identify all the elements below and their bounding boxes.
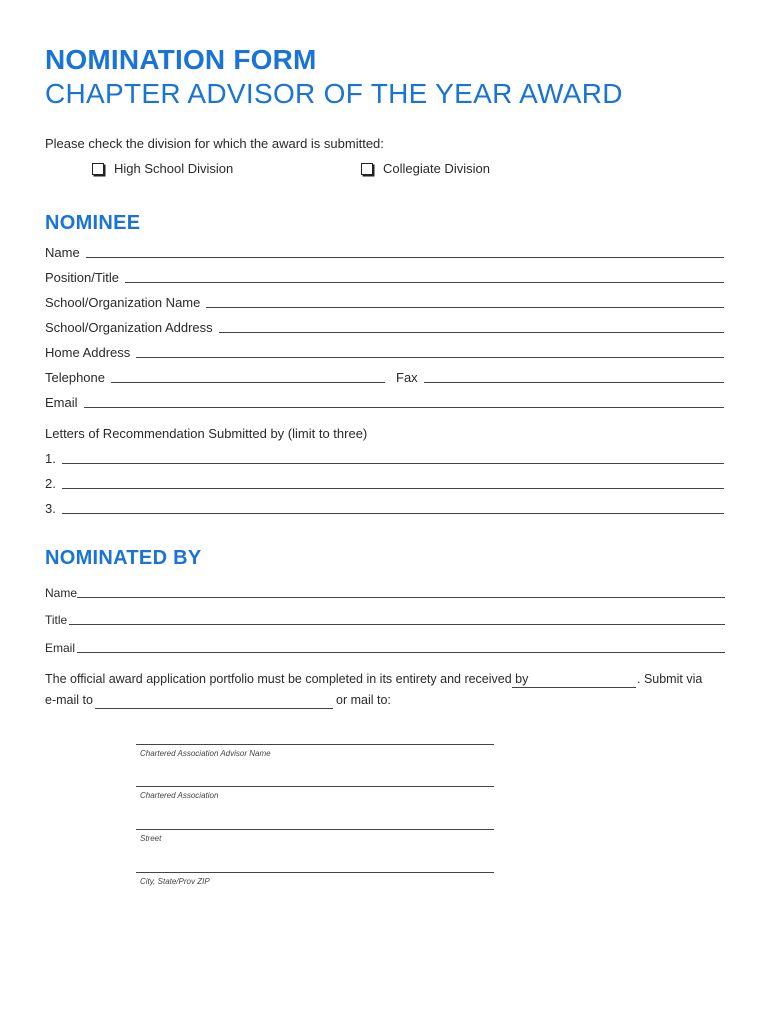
checkbox-icon[interactable]: [92, 163, 104, 175]
nominee-position-label: Position/Title: [45, 270, 119, 285]
form-subtitle: CHAPTER ADVISOR OF THE YEAR AWARD: [45, 78, 623, 109]
submission-text-4: or mail to:: [336, 693, 391, 707]
nominated-by-heading: NOMINATED BY: [45, 547, 202, 569]
high-school-division-option[interactable]: [92, 161, 233, 176]
mail-advisor-name-caption: Chartered Association Advisor Name: [140, 749, 271, 758]
collegiate-division-option[interactable]: [361, 161, 490, 176]
nominee-school-address-line[interactable]: [219, 320, 724, 333]
nominee-name-label: Name: [45, 245, 80, 260]
nominator-title-line[interactable]: [69, 612, 725, 625]
nominator-name-line[interactable]: [77, 585, 725, 598]
division-prompt: Please check the division for which the award is submitted:: [45, 136, 384, 151]
mail-city-line[interactable]: [136, 859, 494, 873]
nominee-telephone-label: Telephone: [45, 370, 105, 385]
deadline-date-line[interactable]: [512, 673, 636, 688]
nominee-position-line[interactable]: [125, 270, 724, 283]
letter-1-field[interactable]: [45, 451, 724, 466]
nominee-name-line[interactable]: [86, 245, 724, 258]
letter-1-number: 1.: [45, 451, 56, 466]
nominee-fax-label: Fax: [396, 370, 418, 385]
nominator-email-label: Email: [45, 641, 76, 655]
nominee-school-address-field[interactable]: [45, 320, 724, 335]
submit-email-line[interactable]: [95, 694, 333, 709]
nominee-email-line[interactable]: [84, 395, 724, 408]
nominee-email-field[interactable]: [45, 395, 724, 410]
nominator-name-field[interactable]: [45, 585, 725, 600]
letter-3-line[interactable]: [62, 501, 724, 514]
nominee-heading: NOMINEE: [45, 212, 141, 234]
collegiate-division-label: Collegiate Division: [383, 161, 490, 176]
nominee-school-address-label: School/Organization Address: [45, 320, 213, 335]
nominee-fax-line[interactable]: [424, 370, 724, 383]
mail-street-line[interactable]: [136, 816, 494, 830]
nominee-school-name-line[interactable]: [206, 295, 724, 308]
letter-2-number: 2.: [45, 476, 56, 491]
nominee-name-field[interactable]: [45, 245, 724, 260]
nominee-home-address-field[interactable]: [45, 345, 724, 360]
nominator-title-label: Title: [45, 613, 68, 627]
submission-text-2: . Submit via: [637, 672, 703, 686]
nominator-title-field[interactable]: [45, 612, 725, 627]
nominator-name-label: Name: [45, 586, 78, 600]
high-school-division-label: High School Division: [114, 161, 234, 176]
nominator-email-field[interactable]: [45, 640, 725, 655]
nominee-telephone-field[interactable]: [45, 370, 385, 385]
mail-street-caption: Street: [140, 834, 162, 843]
letter-2-field[interactable]: [45, 476, 724, 491]
nominee-home-address-label: Home Address: [45, 345, 131, 360]
mail-association-line[interactable]: [136, 773, 494, 787]
letter-3-field[interactable]: [45, 501, 724, 516]
nominee-fax-field[interactable]: [396, 370, 724, 385]
nominee-home-address-line[interactable]: [136, 345, 724, 358]
mail-association-caption: Chartered Association: [140, 791, 219, 800]
letters-label: Letters of Recommendation Submitted by (limit to three): [45, 426, 368, 441]
mail-advisor-name-line[interactable]: [136, 731, 494, 745]
letter-2-line[interactable]: [62, 476, 724, 489]
letter-1-line[interactable]: [62, 451, 724, 464]
nominee-position-field[interactable]: [45, 270, 724, 285]
checkbox-icon[interactable]: [361, 163, 373, 175]
nominee-email-label: Email: [45, 395, 78, 410]
mail-city-caption: City, State/Prov ZIP: [140, 877, 210, 886]
form-title: NOMINATION FORM: [45, 44, 317, 75]
nominator-email-line[interactable]: [77, 640, 725, 653]
letter-3-number: 3.: [45, 501, 56, 516]
submission-text-1: The official award application portfolio must be completed in its entirety and received by: [45, 672, 529, 686]
nominee-school-name-label: School/Organization Name: [45, 295, 201, 310]
nominee-school-name-field[interactable]: [45, 295, 724, 310]
submission-text-3: e-mail to: [45, 693, 93, 707]
nominee-telephone-line[interactable]: [111, 370, 385, 383]
